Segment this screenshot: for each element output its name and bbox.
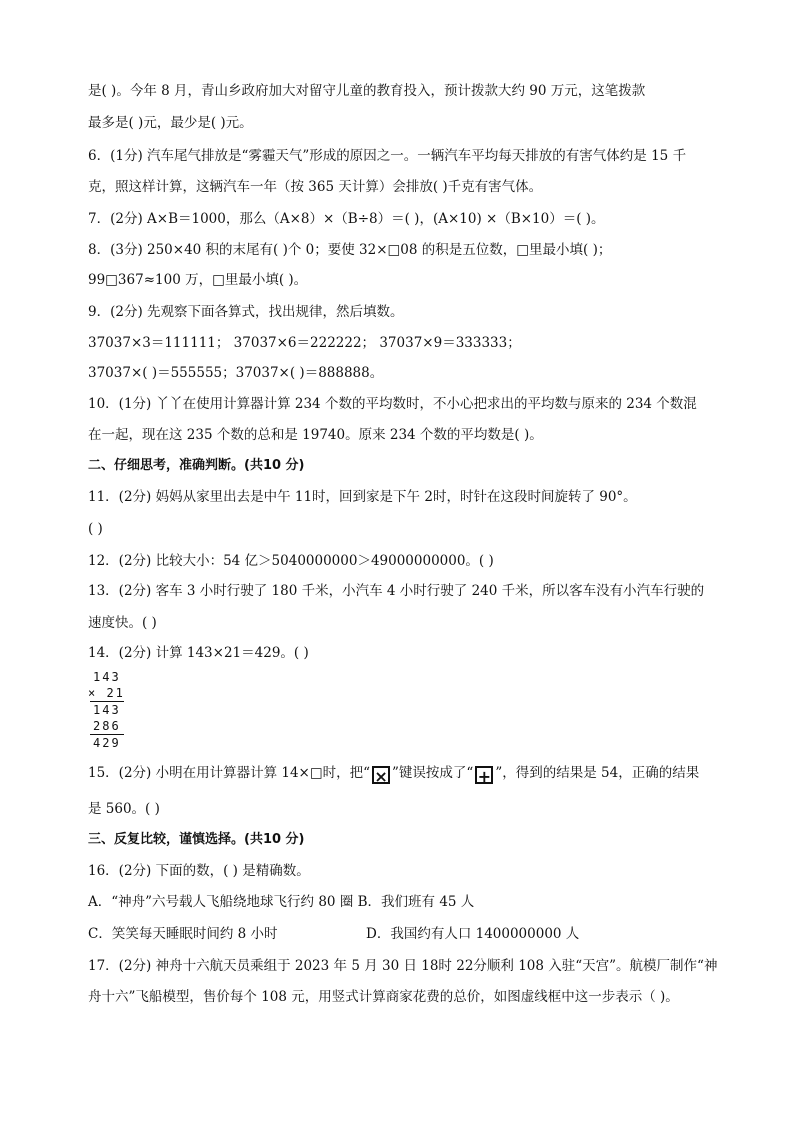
plus-key-icon: +: [475, 766, 493, 784]
q10-line-1: 10．(1分) 丫丫在使用计算器计算 234 个数的平均数时，不小心把求出的平均数与原来的 234 个数混: [88, 396, 697, 412]
q9-line-2: 37037×3＝111111； 37037×6＝222222； 37037×9＝333333；: [88, 335, 521, 351]
section-3-heading: 三、反复比较，谨慎选择。(共10 分): [88, 832, 305, 847]
q16-option-d: D．我国约有人口 1400000000 人: [366, 926, 580, 942]
q15-line-1: [88, 763, 699, 784]
vc-row: 143: [93, 703, 121, 717]
q17-line-2: 舟十六”飞船模型，售价每个 108 元，用竖式计算商家花费的总价，如图虚线框中这一步表示（ )。: [88, 989, 679, 1005]
q6-line-1: 6．(1分) 汽车尾气排放是“雾霾天气”形成的原因之一。一辆汽车平均每天排放的有害气体约是 15 千: [88, 148, 687, 164]
vc-rule: [90, 701, 124, 702]
vc-row: × 21: [88, 686, 125, 700]
q8-line-1: 8．(3分) 250×40 积的末尾有( )个 0；要使 32×□08 的积是五位数，□里最小填( )；: [88, 242, 612, 258]
q17-line-1: 17．(2分) 神舟十六航天员乘组于 2023 年 5 月 30 日 18时 22分顺利 108 入驻“天宫”。航模厂制作“神: [88, 958, 718, 974]
vc-row: 429: [93, 736, 121, 750]
multiply-key-icon: ×: [372, 766, 390, 784]
vc-row: 286: [93, 719, 121, 733]
q15-text: ”，得到的结果是 54，正确的结果: [495, 765, 700, 781]
q15-text: 15．(2分) 小明在用计算器计算 14×□时，把“: [88, 765, 371, 781]
vc-row: 143: [93, 670, 121, 684]
q13-line-2: 速度快。( ): [88, 615, 157, 631]
vc-rule: [90, 734, 124, 735]
q6-line-2: 克，照这样计算，这辆汽车一年（按 365 天计算）会排放( )千克有害气体。: [88, 179, 543, 195]
q8-line-2: 99□367≈100 万，□里最小填( )。: [88, 272, 308, 288]
q5-line-1: 是( )。今年 8 月，青山乡政府加大对留守儿童的教育投入，预计拨款大约 90 万元，这笔拨款: [88, 83, 646, 99]
q11-answer: ( ): [88, 521, 103, 537]
q15-text: ”键误按成了“: [392, 765, 474, 781]
q16-line: 16．(2分) 下面的数，( ) 是精确数。: [88, 863, 310, 879]
q15-line-2: 是 560。( ): [88, 801, 160, 817]
q9-line-1: 9．(2分) 先观察下面各算式，找出规律，然后填数。: [88, 304, 404, 320]
q11-line-1: 11．(2分) 妈妈从家里出去是中午 11时，回到家是下午 2时，时针在这段时间旋转了 90°。: [88, 489, 637, 505]
q16-options-ab: A．“神舟”六号载人飞船绕地球飞行约 80 圈 B．我们班有 45 人: [88, 894, 475, 910]
section-2-heading: 二、仔细思考，准确判断。(共10 分): [88, 458, 305, 473]
q13-line-1: 13．(2分) 客车 3 小时行驶了 180 千米，小汽车 4 小时行驶了 240 千米，所以客车没有小汽车行驶的: [88, 583, 705, 599]
q5-line-2: 最多是( )元，最少是( )元。: [88, 115, 253, 131]
q16-option-c: C．笑笑每天睡眠时间约 8 小时: [88, 926, 278, 942]
q14-line: 14．(2分) 计算 143×21＝429。( ): [88, 645, 309, 661]
q7-line: 7．(2分) A×B＝1000，那么（A×8）×（B÷8）＝( )，(A×10) ×（B×10）＝( )。: [88, 211, 605, 227]
q12-line: 12．(2分) 比较大小：54 亿＞5040000000＞49000000000。( ): [88, 553, 494, 569]
q9-line-3: 37037×( )＝555555；37037×( )＝888888。: [88, 365, 384, 381]
q10-line-2: 在一起，现在这 235 个数的总和是 19740。原来 234 个数的平均数是( )。: [88, 427, 543, 443]
